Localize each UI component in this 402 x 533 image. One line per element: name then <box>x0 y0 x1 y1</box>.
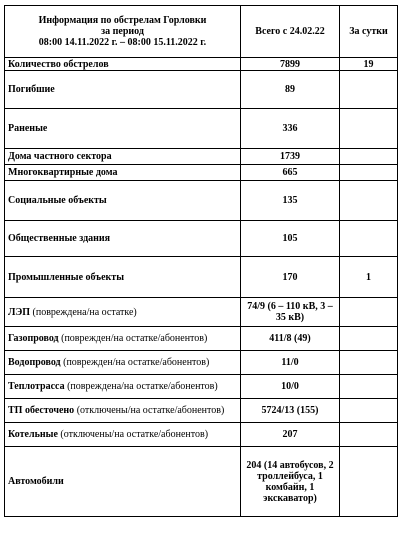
row-total-cell: 7899 <box>241 58 340 71</box>
row-total-cell: 204 (14 автобусов, 2 троллейбуса, 1 комбайн, 1 экскаватор) <box>241 447 340 517</box>
row-label-cell <box>5 447 241 517</box>
row-label-note: (поврежден/на остатке/абонентов) <box>60 357 210 368</box>
row-total-cell: 89 <box>241 71 340 109</box>
row-total-cell: 336 <box>241 109 340 149</box>
table-row <box>5 257 398 298</box>
table-row <box>5 298 398 327</box>
row-label-cell <box>5 58 241 71</box>
row-label-note: (повреждена/на остатке/абонентов) <box>64 381 218 392</box>
table-row <box>5 351 398 375</box>
table-row <box>5 447 398 517</box>
row-label: Промышленные объекты <box>8 271 125 283</box>
table-row <box>5 423 398 447</box>
row-total-cell: 1739 <box>241 149 340 165</box>
table-row <box>5 149 398 165</box>
row-label-cell <box>5 71 241 109</box>
row-total-cell: 207 <box>241 423 340 447</box>
table-row <box>5 221 398 257</box>
row-total-cell: 5724/13 (155) <box>241 399 340 423</box>
row-label-cell <box>5 423 241 447</box>
row-label-cell <box>5 298 241 327</box>
row-label-cell <box>5 221 241 257</box>
row-label: Водопровод <box>8 357 61 368</box>
header-title-line1: Информация по обстрелам Горловки <box>38 15 207 26</box>
row-day-cell <box>340 221 398 257</box>
row-day-cell <box>340 109 398 149</box>
row-label: Котельные <box>8 429 58 440</box>
table-row <box>5 181 398 221</box>
row-total-cell: 170 <box>241 257 340 298</box>
row-day-cell <box>340 375 398 399</box>
row-day-cell: 1 <box>340 257 398 298</box>
row-total-cell: 74/9 (6 – 110 кВ, 3 – 35 кВ) <box>241 298 340 327</box>
header-title-cell <box>5 6 241 58</box>
shelling-report-table <box>4 5 398 517</box>
row-label-note: (отключены/на остатке/абонентов) <box>74 405 225 416</box>
row-day-cell <box>340 149 398 165</box>
row-label-cell <box>5 375 241 399</box>
row-label: Дома частного сектора <box>8 151 112 162</box>
table-row <box>5 71 398 109</box>
row-label-cell <box>5 351 241 375</box>
row-day-cell <box>340 181 398 221</box>
row-day-cell <box>340 71 398 109</box>
row-label-cell <box>5 399 241 423</box>
row-label: Газопровод <box>8 333 59 344</box>
row-label: Социальные объекты <box>8 195 107 206</box>
row-label-cell <box>5 181 241 221</box>
row-label-cell <box>5 327 241 351</box>
table-row <box>5 58 398 71</box>
row-label-cell <box>5 165 241 181</box>
row-label-cell <box>5 149 241 165</box>
header-day-cell: За сутки <box>340 6 398 58</box>
row-day-cell <box>340 399 398 423</box>
row-label: ТП обесточено <box>8 405 75 416</box>
row-day-cell: 19 <box>340 58 398 71</box>
table-row <box>5 165 398 181</box>
row-day-cell <box>340 351 398 375</box>
row-label: Многоквартирные дома <box>8 167 118 178</box>
row-label: Количество обстрелов <box>8 58 109 70</box>
row-day-cell <box>340 447 398 517</box>
row-day-cell <box>340 165 398 181</box>
row-label-note: (отключены/на остатке/абонентов) <box>57 429 209 440</box>
row-label-note: (поврежден/на остатке/абонентов) <box>58 333 208 344</box>
row-label: Погибшие <box>8 84 55 95</box>
header-row <box>5 6 398 58</box>
row-total-cell: 665 <box>241 165 340 181</box>
row-total-cell: 105 <box>241 221 340 257</box>
row-label: Теплотрасса <box>8 381 65 392</box>
row-total-cell: 135 <box>241 181 340 221</box>
table-row <box>5 109 398 149</box>
row-label: ЛЭП <box>8 306 31 318</box>
header-total-cell: Всего с 24.02.22 <box>241 6 340 58</box>
table-row <box>5 327 398 351</box>
row-total-cell: 10/0 <box>241 375 340 399</box>
row-label: Общественные здания <box>8 233 111 244</box>
row-label: Автомобили <box>8 476 64 487</box>
row-total-cell: 411/8 (49) <box>241 327 340 351</box>
row-label-cell <box>5 109 241 149</box>
row-label: Раненые <box>8 123 48 134</box>
table-row <box>5 399 398 423</box>
row-label-cell <box>5 257 241 298</box>
row-day-cell <box>340 327 398 351</box>
header-title-line3: 08:00 14.11.2022 г. – 08:00 15.11.2022 г. <box>38 37 207 48</box>
row-total-cell: 11/0 <box>241 351 340 375</box>
row-label-note: (повреждена/на остатке) <box>30 306 137 318</box>
row-day-cell <box>340 298 398 327</box>
row-day-cell <box>340 423 398 447</box>
header-title-line2: за период <box>101 26 144 37</box>
table-row <box>5 375 398 399</box>
